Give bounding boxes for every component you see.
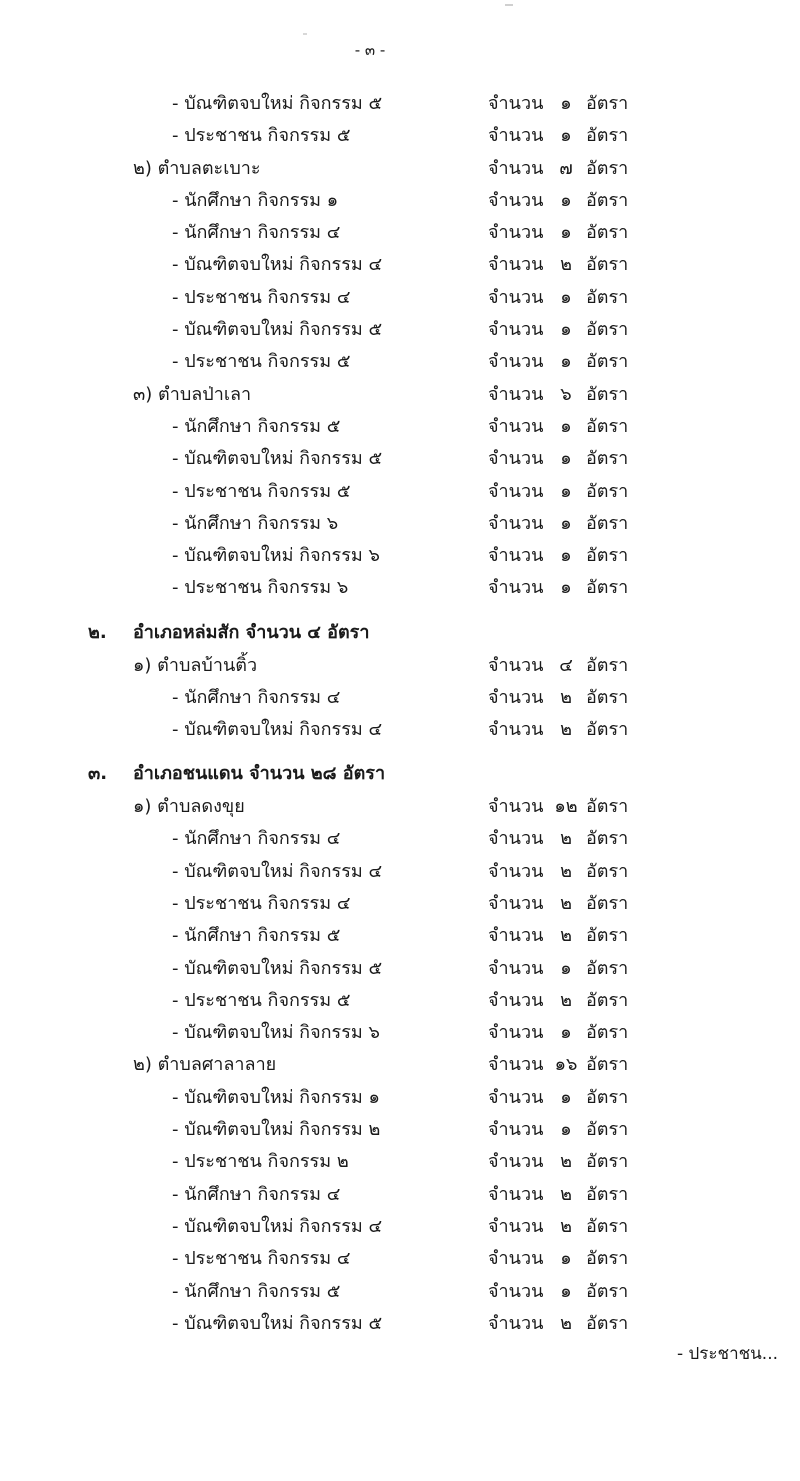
list-item	[0, 1308, 800, 1340]
list-item	[0, 88, 800, 120]
subdistrict-label: ๑) ตำบลดงขุย	[133, 796, 245, 818]
count-word: จำนวน	[488, 512, 544, 534]
count-word: จำนวน	[488, 1183, 544, 1205]
count-number: ๑	[560, 1022, 572, 1044]
count-unit: อัตรา	[586, 892, 629, 914]
count-word: จำนวน	[488, 319, 544, 341]
count-unit: อัตรา	[586, 93, 629, 114]
list-item	[0, 682, 800, 714]
count-number: ๒	[560, 686, 572, 708]
list-item	[0, 1146, 800, 1178]
count-unit: อัตรา	[586, 1054, 629, 1076]
list-item	[0, 572, 800, 604]
list-item	[0, 1179, 800, 1211]
count-unit: อัตรา	[586, 125, 629, 147]
position-count	[488, 823, 628, 855]
item-label: - บัณฑิตจบใหม่ กิจกรรม ๔	[172, 719, 383, 741]
list-item	[0, 985, 800, 1017]
position-count	[488, 314, 628, 346]
count-unit: อัตรา	[586, 448, 629, 470]
count-unit: อัตรา	[586, 1312, 629, 1334]
item-label: - ประชาชน กิจกรรม ๕	[172, 480, 351, 502]
count-unit: อัตรา	[586, 545, 629, 567]
count-unit: อัตรา	[586, 686, 629, 708]
continuation-note: - ประชาชน...	[676, 1344, 778, 1364]
position-count	[488, 540, 628, 572]
list-item	[0, 1017, 800, 1049]
count-word: จำนวน	[488, 719, 544, 741]
item-label: - บัณฑิตจบใหม่ กิจกรรม ๖	[172, 1022, 380, 1044]
list-item	[0, 953, 800, 985]
item-label: - บัณฑิตจบใหม่ กิจกรรม ๕	[172, 957, 383, 979]
item-label: - ประชาชน กิจกรรม ๖	[172, 577, 349, 599]
count-unit: อัตรา	[586, 319, 629, 341]
list-item	[0, 314, 800, 346]
list-item	[0, 714, 800, 746]
item-label: - ประชาชน กิจกรรม ๕	[172, 125, 351, 147]
item-label: - นักศึกษา กิจกรรม ๕	[172, 1280, 341, 1302]
list-item	[0, 508, 800, 540]
item-label: - นักศึกษา กิจกรรม ๔	[172, 828, 341, 850]
district-heading	[0, 746, 800, 791]
count-number: ๑	[560, 1119, 572, 1141]
count-number: ๗	[559, 157, 573, 179]
count-unit: อัตรา	[586, 480, 629, 502]
subdistrict-row	[0, 1049, 800, 1081]
list-item	[0, 476, 800, 508]
count-word: จำนวน	[488, 1086, 544, 1108]
position-count	[488, 572, 628, 604]
count-word: จำนวน	[488, 383, 544, 405]
count-unit: อัตรา	[586, 189, 629, 211]
district-number: ๒.	[88, 621, 107, 643]
item-label: - บัณฑิตจบใหม่ กิจกรรม ๕	[172, 319, 383, 341]
count-word: จำนวน	[488, 480, 544, 502]
subdistrict-label: ๓) ตำบลป่าเลา	[133, 383, 252, 405]
count-word: จำนวน	[488, 448, 544, 470]
count-word: จำนวน	[488, 351, 544, 373]
count-word: จำนวน	[488, 860, 544, 882]
count-number: ๑	[560, 1280, 572, 1302]
count-number: ๑	[560, 957, 572, 979]
count-unit: อัตรา	[586, 286, 629, 308]
position-count	[488, 953, 628, 985]
district-heading	[0, 605, 800, 650]
list-item	[0, 888, 800, 920]
count-word: จำนวน	[488, 415, 544, 437]
position-count	[488, 888, 628, 920]
count-number: ๒	[560, 828, 572, 850]
count-number: ๑	[560, 415, 572, 437]
count-number: ๑	[560, 545, 572, 567]
count-unit: อัตรา	[586, 654, 629, 676]
count-unit: อัตรา	[586, 1022, 629, 1044]
item-label: - ประชาชน กิจกรรม ๕	[172, 351, 351, 373]
count-unit: อัตรา	[586, 512, 629, 534]
item-label: - นักศึกษา กิจกรรม ๑	[172, 189, 339, 211]
count-unit: อัตรา	[586, 1086, 629, 1108]
position-count	[488, 282, 628, 314]
count-word: จำนวน	[488, 1054, 544, 1076]
position-count	[488, 120, 628, 152]
count-word: จำนวน	[488, 93, 544, 114]
position-count	[488, 153, 628, 185]
item-label: - บัณฑิตจบใหม่ กิจกรรม ๑	[172, 1086, 380, 1108]
count-unit: อัตรา	[586, 383, 629, 405]
count-number: ๒	[560, 1215, 572, 1237]
position-count	[488, 249, 628, 281]
count-word: จำนวน	[488, 1215, 544, 1237]
position-count	[488, 714, 628, 746]
position-count	[488, 185, 628, 217]
count-word: จำนวน	[488, 157, 544, 179]
list-item	[0, 411, 800, 443]
count-unit: อัตรา	[586, 925, 629, 947]
item-label: - บัณฑิตจบใหม่ กิจกรรม ๕	[172, 448, 383, 470]
count-number: ๒	[560, 892, 572, 914]
count-word: จำนวน	[488, 1022, 544, 1044]
position-count	[488, 217, 628, 249]
count-number: ๑	[560, 512, 572, 534]
position-count	[488, 411, 628, 443]
count-number: ๑๖	[554, 1054, 578, 1076]
item-label: - ประชาชน กิจกรรม ๔	[172, 892, 351, 914]
count-number: ๑	[560, 448, 572, 470]
count-word: จำนวน	[488, 125, 544, 147]
count-number: ๑	[560, 1086, 572, 1108]
item-label: - นักศึกษา กิจกรรม ๔	[172, 1183, 341, 1205]
subdistrict-row	[0, 791, 800, 823]
count-word: จำนวน	[488, 1312, 544, 1334]
count-unit: อัตรา	[586, 222, 629, 244]
subdistrict-label: ๒) ตำบลศาลาลาย	[133, 1054, 277, 1076]
count-number: ๑	[560, 93, 572, 114]
count-number: ๑	[560, 351, 572, 373]
position-count	[488, 856, 628, 888]
count-unit: อัตรา	[586, 719, 629, 741]
count-unit: อัตรา	[586, 1151, 629, 1173]
item-label: - นักศึกษา กิจกรรม ๖	[172, 512, 339, 534]
count-number: ๒	[560, 1151, 572, 1173]
count-word: จำนวน	[488, 1151, 544, 1173]
count-unit: อัตรา	[586, 796, 629, 818]
count-word: จำนวน	[488, 796, 544, 818]
count-number: ๑	[560, 1248, 572, 1270]
count-word: จำนวน	[488, 1248, 544, 1270]
count-unit: อัตรา	[586, 351, 629, 373]
count-number: ๒	[560, 860, 572, 882]
district-number: ๓.	[88, 763, 108, 785]
list-item	[0, 185, 800, 217]
count-number: ๑	[560, 125, 572, 147]
count-word: จำนวน	[488, 1280, 544, 1302]
page-number: - ๓ -	[354, 41, 386, 59]
count-unit: อัตรา	[586, 254, 629, 276]
position-count	[488, 791, 628, 823]
count-unit: อัตรา	[586, 1183, 629, 1205]
list-item	[0, 1082, 800, 1114]
list-item	[0, 1114, 800, 1146]
count-word: จำนวน	[488, 989, 544, 1011]
count-word: จำนวน	[488, 654, 544, 676]
count-unit: อัตรา	[586, 415, 629, 437]
count-word: จำนวน	[488, 286, 544, 308]
count-number: ๒	[560, 719, 572, 741]
position-count	[488, 476, 628, 508]
count-word: จำนวน	[488, 222, 544, 244]
count-unit: อัตรา	[586, 1248, 629, 1270]
count-number: ๔	[559, 654, 573, 676]
position-count	[488, 682, 628, 714]
item-label: - บัณฑิตจบใหม่ กิจกรรม ๕	[172, 1312, 383, 1334]
count-unit: อัตรา	[586, 577, 629, 599]
item-label: - บัณฑิตจบใหม่ กิจกรรม ๔	[172, 1215, 383, 1237]
subdistrict-label: ๑) ตำบลบ้านติ้ว	[133, 654, 258, 676]
count-number: ๒	[560, 1312, 572, 1334]
allocation-list	[0, 88, 800, 1340]
count-word: จำนวน	[488, 828, 544, 850]
scan-speck	[303, 33, 307, 35]
item-label: - นักศึกษา กิจกรรม ๔	[172, 686, 341, 708]
position-count	[488, 379, 628, 411]
count-number: ๒	[560, 925, 572, 947]
count-word: จำนวน	[488, 189, 544, 211]
position-count	[488, 88, 628, 120]
list-item	[0, 249, 800, 281]
item-label: - บัณฑิตจบใหม่ กิจกรรม ๖	[172, 545, 380, 567]
count-number: ๑	[560, 286, 572, 308]
position-count	[488, 1146, 628, 1178]
list-item	[0, 443, 800, 475]
list-item	[0, 1276, 800, 1308]
list-item	[0, 856, 800, 888]
count-word: จำนวน	[488, 1119, 544, 1141]
list-item	[0, 120, 800, 152]
position-count	[488, 1211, 628, 1243]
item-label: - นักศึกษา กิจกรรม ๕	[172, 925, 341, 947]
item-label: - บัณฑิตจบใหม่ กิจกรรม ๔	[172, 254, 383, 276]
position-count	[488, 1082, 628, 1114]
item-label: - ประชาชน กิจกรรม ๔	[172, 286, 351, 308]
subdistrict-row	[0, 379, 800, 411]
count-word: จำนวน	[488, 545, 544, 567]
count-number: ๑	[560, 189, 572, 211]
count-number: ๖	[560, 383, 572, 405]
position-count	[488, 1017, 628, 1049]
item-label: - ประชาชน กิจกรรม ๔	[172, 1248, 351, 1270]
position-count	[488, 346, 628, 378]
count-unit: อัตรา	[586, 989, 629, 1011]
position-count	[488, 650, 628, 682]
position-count	[488, 920, 628, 952]
count-word: จำนวน	[488, 925, 544, 947]
count-number: ๒	[560, 989, 572, 1011]
position-count	[488, 985, 628, 1017]
count-number: ๒	[560, 1183, 572, 1205]
list-item	[0, 346, 800, 378]
count-word: จำนวน	[488, 686, 544, 708]
count-unit: อัตรา	[586, 157, 629, 179]
count-number: ๑	[560, 480, 572, 502]
scan-speck	[505, 4, 513, 6]
position-count	[488, 508, 628, 540]
count-unit: อัตรา	[586, 1280, 629, 1302]
list-item	[0, 1211, 800, 1243]
item-label: - ประชาชน กิจกรรม ๕	[172, 989, 351, 1011]
list-item	[0, 1243, 800, 1275]
item-label: - นักศึกษา กิจกรรม ๔	[172, 222, 341, 244]
item-label: - บัณฑิตจบใหม่ กิจกรรม ๒	[172, 1119, 381, 1141]
subdistrict-label: ๒) ตำบลตะเบาะ	[133, 157, 261, 179]
count-unit: อัตรา	[586, 860, 629, 882]
item-label: - ประชาชน กิจกรรม ๒	[172, 1151, 349, 1173]
count-word: จำนวน	[488, 577, 544, 599]
count-unit: อัตรา	[586, 957, 629, 979]
item-label: - นักศึกษา กิจกรรม ๕	[172, 415, 341, 437]
subdistrict-row	[0, 153, 800, 185]
count-number: ๑	[560, 577, 572, 599]
list-item	[0, 282, 800, 314]
list-item	[0, 217, 800, 249]
count-unit: อัตรา	[586, 828, 629, 850]
count-number: ๑๒	[554, 796, 578, 818]
list-item	[0, 540, 800, 572]
list-item	[0, 823, 800, 855]
item-label: - บัณฑิตจบใหม่ กิจกรรม ๔	[172, 860, 383, 882]
position-count	[488, 1179, 628, 1211]
count-unit: อัตรา	[586, 1119, 629, 1141]
count-number: ๑	[560, 222, 572, 244]
list-item	[0, 920, 800, 952]
subdistrict-row	[0, 650, 800, 682]
position-count	[488, 1308, 628, 1340]
count-number: ๒	[560, 254, 572, 276]
district-label: อำเภอหล่มสัก จำนวน ๔ อัตรา	[133, 621, 370, 643]
position-count	[488, 1243, 628, 1275]
count-word: จำนวน	[488, 892, 544, 914]
position-count	[488, 1276, 628, 1308]
position-count	[488, 1049, 628, 1081]
district-label: อำเภอชนแดน จำนวน ๒๘ อัตรา	[133, 763, 386, 785]
item-label: - บัณฑิตจบใหม่ กิจกรรม ๕	[172, 93, 383, 114]
count-word: จำนวน	[488, 957, 544, 979]
position-count	[488, 1114, 628, 1146]
count-number: ๑	[560, 319, 572, 341]
position-count	[488, 443, 628, 475]
count-unit: อัตรา	[586, 1215, 629, 1237]
count-word: จำนวน	[488, 254, 544, 276]
